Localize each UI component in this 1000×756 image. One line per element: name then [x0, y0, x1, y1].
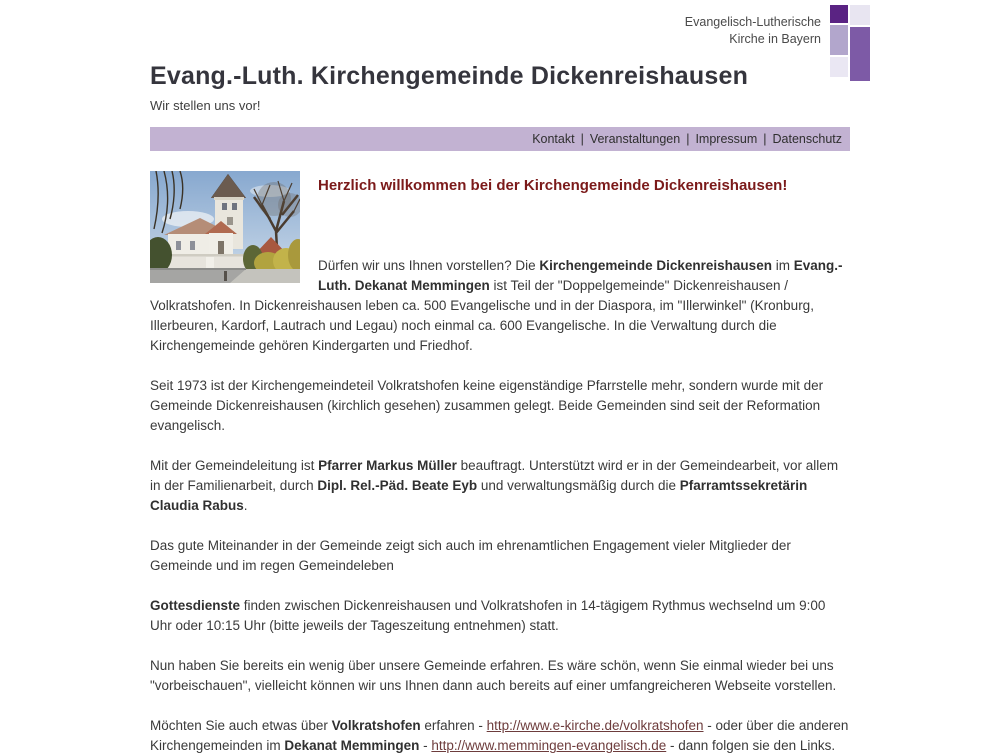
- paragraph-links: [150, 716, 850, 756]
- text-run: - dann folgen sie den Links.: [666, 738, 836, 753]
- elkb-logo: [685, 5, 872, 81]
- nav-link-veranstaltungen[interactable]: Veranstaltungen: [589, 132, 681, 146]
- bold-text: Dekanat Memmingen: [284, 738, 420, 753]
- text-run: Möchten Sie auch etwas über: [150, 718, 332, 733]
- text-run: -: [419, 738, 432, 753]
- page: [150, 0, 850, 756]
- church-photo: [150, 171, 300, 283]
- paragraph-services: [150, 596, 850, 636]
- paragraph-staff: [150, 456, 850, 516]
- bold-text: Evang.-Luth. Dekanat Memmingen: [318, 258, 843, 293]
- logo-square-pale-top: [850, 5, 870, 25]
- text-run: finden zwischen Dickenreishausen und Volkratshofen in 14-tägigem Rythmus wechselnd um 9:00 Uhr oder 10:15 Uhr (bitte jeweils der Tageszeitung entnehmen) statt.: [150, 598, 826, 633]
- logo-square-dark: [830, 5, 848, 23]
- text-run: erfahren -: [420, 718, 487, 733]
- nav-link-impressum[interactable]: Impressum: [695, 132, 758, 146]
- bold-text: Pfarramtssekretärin Claudia Rabus: [150, 478, 808, 513]
- text-run: Nun haben Sie bereits ein wenig über unsere Gemeinde erfahren. Es wäre schön, wenn Sie einmal wieder bei uns "vorbeischauen", vielleicht können wir uns Ihnen dann auch bereits auf einer umfangreicheren Webseite vorstellen.: [150, 658, 837, 693]
- nav-separator: |: [580, 132, 584, 146]
- elkb-logo-text-line2: Kirche in Bayern: [729, 32, 821, 46]
- main-nav: [150, 127, 850, 151]
- nav-separator: |: [686, 132, 690, 146]
- bold-text: Kirchengemeinde Dickenreishausen: [539, 258, 772, 273]
- text-run: Mit der Gemeindeleitung ist: [150, 458, 319, 473]
- paragraph-history: [150, 376, 850, 436]
- logo-square-medium: [850, 27, 870, 81]
- page-subtitle: Wir stellen uns vor!: [150, 98, 261, 113]
- welcome-heading: Herzlich willkommen bei der Kirchengemeinde Dickenreishausen!: [318, 177, 788, 194]
- text-run: Seit 1973 ist der Kirchengemeindeteil Volkratshofen keine eigenständige Pfarrstelle mehr, sondern wurde mit der Gemeinde Dickenreishausen (kirchlich gesehen) zusammen gelegt. Beide Gemeinden sind seit der Reformation evangelisch.: [150, 378, 824, 433]
- text-run: .: [243, 498, 248, 513]
- bold-text: Gottesdienste: [150, 598, 241, 613]
- logo-square-lavender: [830, 25, 848, 55]
- bold-text: Pfarrer Markus Müller: [318, 458, 457, 473]
- text-run: ist Teil der "Doppelgemeinde" Dickenreishausen / Volkratshofen. In Dickenreishausen leben ca. 500 Evangelische und in der Diaspora, im "Illerwinkel" (Kronburg, Illerbeuren, Kardorf, Lautrach und Legau) noch einmal ca. 600 Evangelische. In die Verwaltung durch die Kirchengemeinde gehören Kindergarten und Friedhof.: [150, 278, 814, 353]
- nav-separator: |: [763, 132, 767, 146]
- paragraph-closing: [150, 656, 850, 696]
- text-run: - oder über die anderen Kirchengemeinden im: [150, 718, 849, 753]
- main-content: [150, 171, 850, 756]
- bold-text: Dipl. Rel.-Päd. Beate Eyb: [317, 478, 478, 493]
- text-run: Dürfen wir uns Ihnen vorstellen? Die: [318, 258, 540, 273]
- logo-square-pale-bottom: [830, 57, 848, 77]
- bold-text: Volkratshofen: [331, 718, 421, 733]
- nav-link-datenschutz[interactable]: Datenschutz: [772, 132, 842, 146]
- elkb-cross-icon: [830, 5, 872, 81]
- text-run: und verwaltungsmäßig durch die: [477, 478, 680, 493]
- text-run: im: [771, 258, 794, 273]
- elkb-logo-text: [685, 5, 821, 48]
- text-run: beauftragt. Unterstützt wird er in der Gemeindearbeit, vor allem in der Familienarbeit, durch: [150, 458, 839, 493]
- inline-link[interactable]: http://www.memmingen-evangelisch.de: [431, 738, 667, 753]
- elkb-logo-text-line1: Evangelisch-Lutherische: [684, 15, 821, 29]
- inline-link[interactable]: http://www.e-kirche.de/volkratshofen: [486, 718, 704, 733]
- nav-link-kontakt[interactable]: Kontakt: [532, 132, 575, 146]
- text-run: Das gute Miteinander in der Gemeinde zeigt sich auch im ehrenamtlichen Engagement vieler Mitglieder der Gemeinde und im regen Gemeindeleben: [150, 538, 791, 573]
- paragraph-community: [150, 536, 850, 576]
- page-title: Evang.-Luth. Kirchengemeinde Dickenreishausen: [150, 62, 749, 90]
